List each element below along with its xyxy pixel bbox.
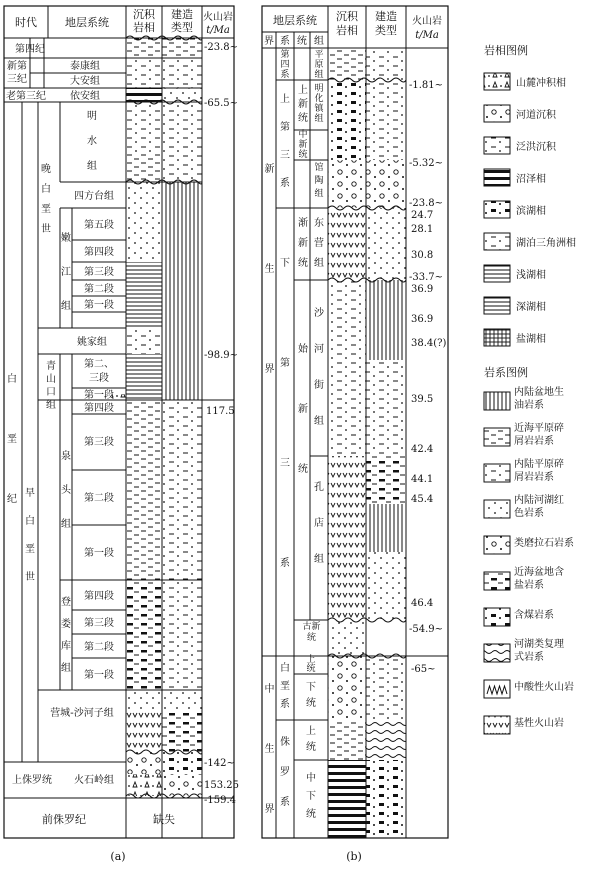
a-paleogene: 老第三纪 [6, 91, 46, 102]
a-dl-seg3: 第三段 [84, 618, 114, 629]
a-mingshui-wrap [86, 104, 98, 180]
b-cret-upper-wrap [296, 656, 326, 674]
a-nenjiang: 嫩江组 [61, 233, 71, 312]
a-qs-seg1: 第一段 [84, 390, 114, 401]
legend-rock-6: 近海盆地含盐岩系 [514, 567, 564, 591]
a-header-volcanic: 火山岩 [203, 12, 233, 23]
a-age-6: 153.25 [204, 780, 239, 791]
b-upper: 上第三系 [280, 94, 290, 189]
a-age-2: -65.5~ [204, 98, 239, 109]
b-age-8: 36.9 [411, 284, 434, 295]
a-qt-seg4: 第四段 [84, 403, 114, 414]
b-shahejie: 沙河街组 [314, 308, 324, 427]
b-miocene-wrap [296, 130, 310, 160]
a-header-system: 地层系统 [65, 16, 109, 29]
legend-rock-8-wrap [514, 638, 598, 668]
a-nenjiang-wrap [60, 222, 72, 322]
a-mingshui: 明水组 [87, 111, 97, 172]
b-cenozoic-wrap [263, 120, 276, 420]
a-age-3: -98.9~ [204, 350, 239, 361]
b-mesozoic: 中生界 [264, 684, 275, 815]
b-cret-lower-wrap [296, 680, 326, 718]
b-eocene: 始新统 [298, 344, 308, 475]
b-miocene: 中新统 [298, 130, 308, 160]
a-header-facies: 沉积岩相 [133, 8, 155, 34]
a-pre-jur: 前侏罗纪 [42, 813, 86, 826]
legend-facies-9: 盐湖相 [516, 334, 546, 345]
b-age-2: -5.32~ [409, 158, 444, 169]
a-header-facies-wrap [126, 8, 162, 38]
a-cretaceous-wrap [6, 350, 18, 550]
a-quaternary: 第四纪 [15, 44, 45, 55]
b-shahejie-wrap [312, 296, 326, 446]
a-header-era: 时代 [15, 16, 37, 29]
b-age-1: -1.81~ [409, 80, 444, 91]
b-dongying: 东营组 [314, 218, 324, 269]
a-dl-seg4: 第四段 [84, 591, 114, 602]
b-jurassic-wrap [278, 728, 292, 836]
b-age-9: 36.9 [411, 314, 434, 325]
a-seg3: 第三段 [84, 267, 114, 278]
a-seg5: 第五段 [84, 220, 114, 231]
a-header-type: 建造类型 [171, 8, 193, 34]
b-age-6: 30.8 [411, 250, 434, 261]
a-early-cret-wrap [24, 480, 36, 630]
b-header-type: 建造类型 [375, 10, 397, 37]
b-header-unit: t/Ma [415, 30, 439, 41]
b-jur-upper-wrap [296, 724, 326, 758]
b-header-xi: 系 [280, 36, 290, 47]
b-guantao-wrap [312, 162, 326, 206]
b-header-facies-wrap [328, 10, 366, 44]
b-header-facies: 沉积岩相 [336, 10, 358, 37]
a-denglouku-wrap [60, 592, 72, 682]
a-huoshiling: 火石岭组 [74, 775, 114, 786]
legend-facies-title: 岩相图例 [484, 44, 528, 57]
b-cenozoic: 新生界 [264, 164, 275, 375]
legend-rock-10-wrap [514, 717, 598, 735]
a-taikang: 泰康组 [70, 61, 100, 72]
legend-facies-2: 河道沉积 [516, 110, 556, 121]
panel-b [262, 6, 448, 863]
a-qingshankou-wrap [44, 360, 58, 411]
legend-rock-7-wrap [514, 609, 598, 627]
b-guantao: 馆陶组 [314, 163, 324, 199]
b-age-5: 28.1 [411, 224, 434, 235]
a-seg23: 第二、三段 [84, 359, 114, 384]
b-caption: (b) [346, 850, 362, 863]
b-upper-wrap [278, 86, 292, 189]
b-kongdian: 孔店组 [314, 482, 324, 565]
a-seg2: 第二段 [84, 284, 114, 295]
a-header-type-wrap [162, 8, 202, 38]
b-age-7: -33.7~ [409, 272, 444, 283]
legend-rock-6-wrap [514, 566, 598, 596]
a-qt-seg1: 第一段 [84, 548, 114, 559]
legend-rock-5: 类磨拉石岩系 [514, 538, 574, 549]
b-cretaceous-wrap [278, 660, 292, 718]
b-age-11: 39.5 [411, 394, 434, 405]
b-kongdian-wrap [312, 470, 326, 610]
b-lower-wrap [278, 214, 292, 634]
b-header-zu: 组 [314, 36, 324, 47]
b-pliocene-wrap [296, 84, 310, 128]
b-jur-midlower: 中下统 [306, 773, 316, 820]
a-age-7: -159.4 [204, 795, 237, 806]
b-pingyuan-wrap [312, 50, 326, 80]
b-age-12: 42.4 [411, 444, 434, 455]
b-oligocene: 渐新统 [298, 218, 308, 269]
legend-rock-9-wrap [514, 681, 598, 699]
a-seg1: 第一段 [84, 300, 114, 311]
b-pliocene: 上新统 [298, 85, 308, 124]
a-header-unit: t/Ma [206, 25, 230, 36]
legend-rock-9: 中酸性火山岩 [514, 682, 574, 693]
legend-facies-1: 山麓冲积相 [516, 78, 566, 89]
b-jur-midlower-wrap [296, 770, 326, 830]
legend-facies-3: 泛洪沉积 [516, 142, 556, 153]
b-jurassic: 侏罗系 [280, 737, 290, 808]
legend-rock-10: 基性火山岩 [514, 718, 564, 729]
a-sifangtai: 四方台组 [74, 191, 114, 202]
b-age-13: 44.1 [411, 474, 434, 485]
b-eocene-wrap [296, 320, 310, 580]
a-yian: 依安组 [70, 91, 100, 102]
a-seg23-wrap [74, 358, 124, 388]
b-age-16: -54.9~ [409, 624, 444, 635]
a-upper-jur: 上侏罗统 [12, 775, 52, 786]
b-age-17: -65~ [411, 664, 436, 675]
legend-facies-4: 沼泽相 [516, 174, 546, 185]
b-age-3: -23.8~ [409, 198, 444, 209]
a-age-1: -23.8~ [204, 42, 239, 53]
legend-rock-4: 内陆河湖红色岩系 [514, 495, 564, 519]
b-age-14: 45.4 [411, 494, 434, 505]
legend-facies-7: 浅湖相 [516, 270, 546, 281]
legend-rock-5-wrap [514, 537, 598, 555]
a-daan: 大安组 [70, 76, 100, 87]
b-pingyuan: 平原组 [314, 50, 324, 80]
legend-rock-2: 近海平原碎屑岩岩系 [514, 423, 564, 447]
a-age-5: -142~ [204, 758, 235, 769]
a-cretaceous: 白垩纪 [7, 374, 17, 505]
b-paleocene-wrap [295, 622, 328, 656]
b-minghuazhen: 明化镇组 [314, 84, 324, 124]
legend-rock-3-wrap [514, 458, 598, 488]
a-age-4: 117.5 [206, 406, 235, 417]
legend-rock-8: 河湖类复理式岩系 [514, 639, 564, 663]
a-denglouku: 登娄库组 [61, 597, 71, 674]
b-cret-lower: 下统 [306, 682, 316, 709]
b-header-volcanic: 火山岩 [412, 16, 442, 27]
legend-facies-items [484, 73, 510, 346]
a-missing: 缺失 [153, 813, 175, 826]
legend-rock-items [484, 392, 510, 734]
b-header-system: 地层系统 [273, 14, 317, 27]
legend-facies-6: 湖泊三角洲相 [516, 238, 576, 249]
b-cret-upper: 上统 [306, 655, 316, 674]
b-age-15: 46.4 [411, 598, 434, 609]
a-dl-seg2: 第二段 [84, 642, 114, 653]
b-mesozoic-wrap [263, 660, 276, 830]
b-quaternary: 第四系 [280, 50, 290, 80]
a-quantou: 泉头组 [61, 451, 71, 530]
legend-rock-2-wrap [514, 422, 598, 452]
b-cretaceous: 白垩系 [280, 663, 290, 710]
legend-rock-1-wrap [514, 386, 598, 416]
b-age-4: 24.7 [411, 210, 434, 221]
a-qt-seg3: 第三段 [84, 437, 114, 448]
a-late-cret-wrap [40, 160, 52, 260]
a-caption: (a) [110, 850, 126, 863]
legend-rock-title: 岩系图例 [484, 366, 528, 379]
b-header-type-wrap [366, 10, 406, 44]
b-age-10: 38.4(?) [411, 338, 447, 349]
a-qt-seg2: 第二段 [84, 493, 114, 504]
legend-rock-7: 含煤岩系 [514, 610, 554, 621]
a-dl-seg1: 第一段 [84, 670, 114, 681]
b-lower: 下第三系 [280, 258, 290, 569]
legend-rock-4-wrap [514, 494, 598, 524]
panel-a [4, 6, 239, 863]
b-paleocene: 古新统 [302, 622, 321, 643]
a-yaojia: 姚家组 [77, 337, 107, 348]
legend [484, 43, 598, 735]
panel-b-type-column [366, 48, 406, 838]
legend-rock-1: 内陆盆地生油岩系 [514, 387, 564, 411]
b-minghuazhen-wrap [312, 84, 326, 128]
legend-rock-3: 内陆平原碎屑岩岩系 [514, 459, 564, 483]
panel-a-facies-column [126, 38, 162, 796]
a-neogene: 新第三纪 [7, 61, 27, 85]
panel-b-facies-column [328, 48, 366, 838]
b-header-jie: 界 [264, 36, 274, 47]
b-oligocene-wrap [296, 214, 310, 274]
a-seg4: 第四段 [84, 247, 114, 258]
legend-facies-5: 滨湖相 [516, 206, 546, 217]
a-qingshankou: 青山口组 [46, 361, 56, 411]
b-quaternary-wrap [278, 50, 292, 80]
a-quantou-wrap [60, 440, 72, 540]
a-early-cret: 早白垩世 [25, 488, 35, 583]
b-header-tong: 统 [297, 36, 307, 47]
b-jur-upper: 上统 [306, 726, 316, 753]
a-neogene-wrap [4, 58, 30, 88]
a-yingcheng: 营城-沙河子组 [50, 708, 114, 719]
b-dongying-wrap [312, 214, 326, 274]
legend-facies-8: 深湖相 [516, 302, 546, 313]
a-late-cret: 晚白垩世 [41, 164, 51, 235]
